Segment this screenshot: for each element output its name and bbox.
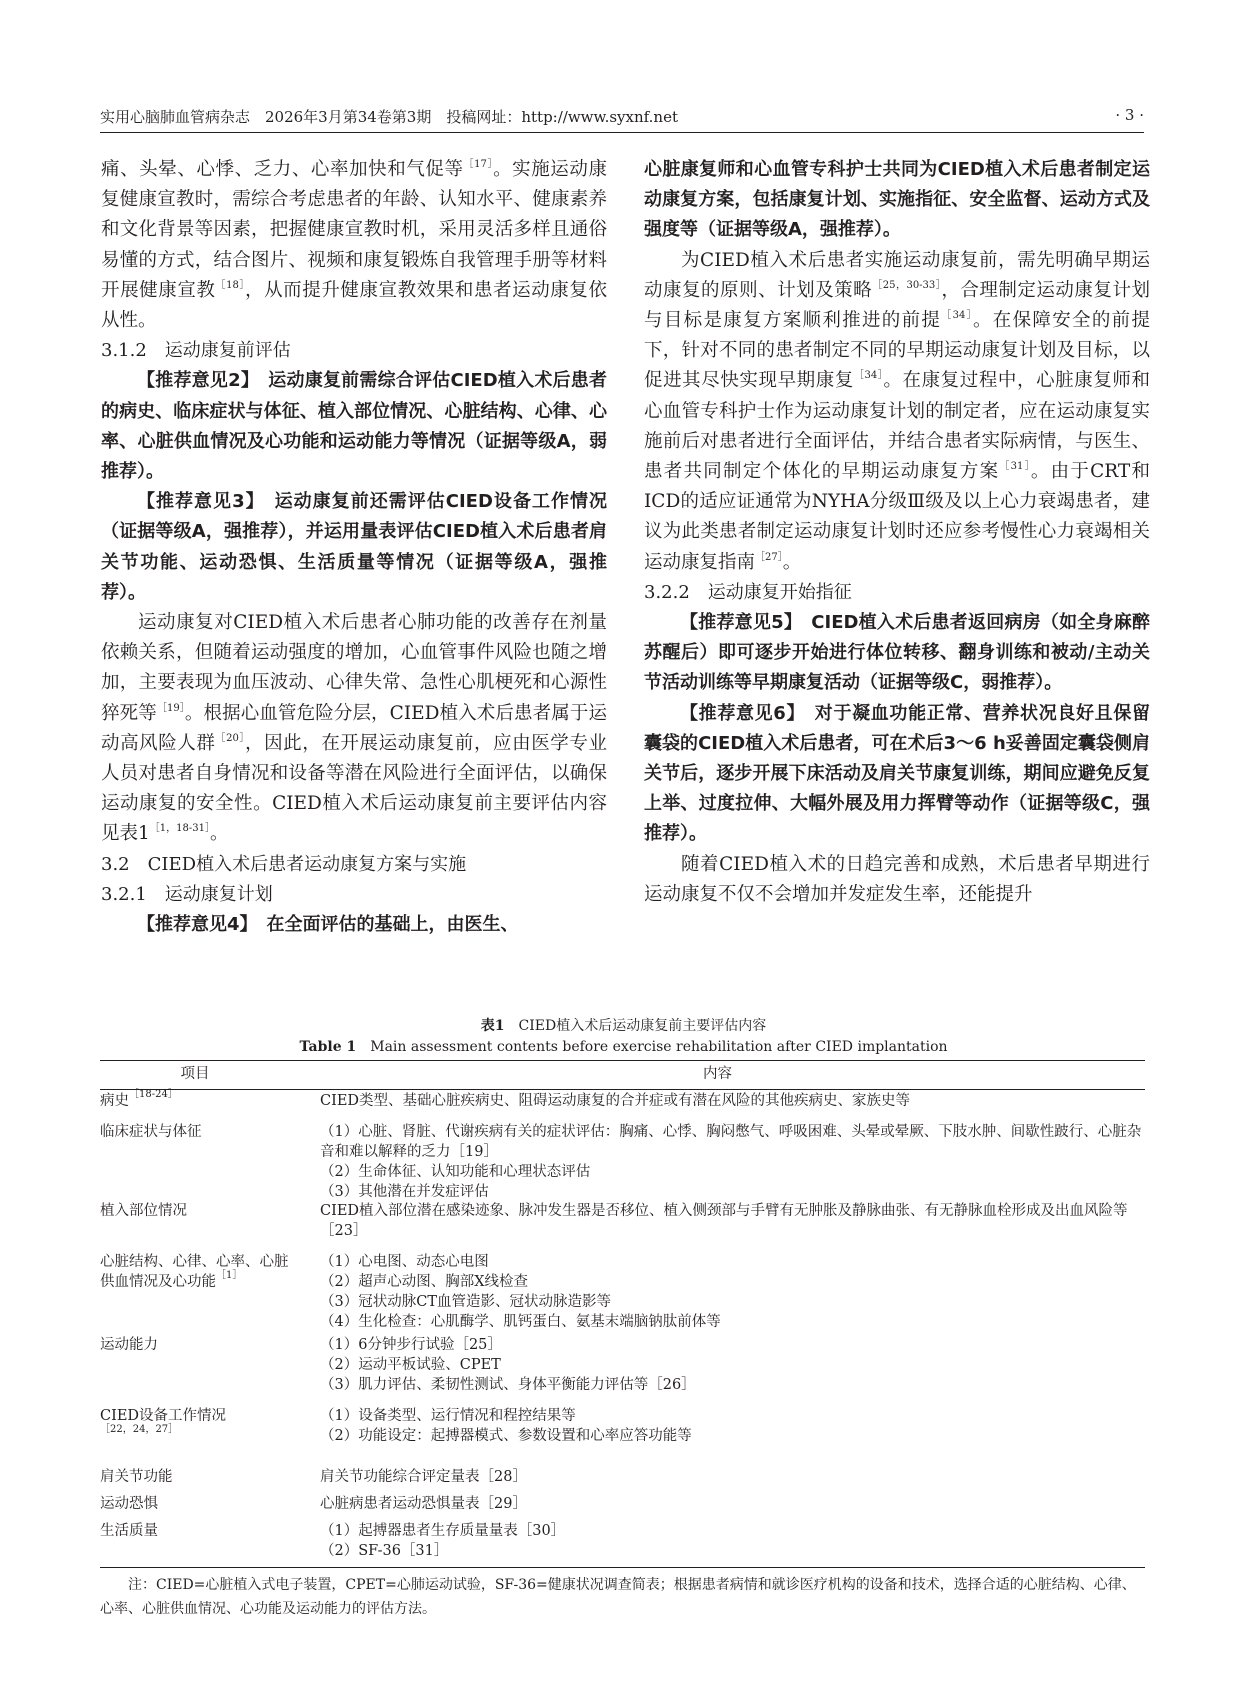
recommendation-2: 【推荐意见2】 运动康复前需综合评估CIED植入术后患者的病史、临床症状与体征、植入部位情况、心脏结构、心律、心率、心脏供血情况及心功能和运动能力等情况（证据等级A，弱推荐）。 xyxy=(101,370,607,483)
section-heading: 3.2 CIED植入术后患者运动康复方案与实施 xyxy=(101,853,467,875)
assessment-table xyxy=(100,1060,1145,1559)
table-note: 注：CIED=心脏植入式电子装置，CPET=心肺运动试验，SF-36=健康状况调查简表；根据患者病情和就诊医疗机构的设备和技术，选择合适的心脏结构、心律、心率、心脏供血情况、心功能及运动能力的评估方法。 xyxy=(100,1577,1136,1617)
table-header: 项目 内容 xyxy=(100,1061,1145,1090)
recommendation-4-cont: 心脏康复师和心血管专科护士共同为CIED植入术后患者制定运动康复方案，包括康复计划、实施指征、安全监督、运动方式及强度等（证据等级A，强推荐）。 xyxy=(644,159,1150,241)
table-row xyxy=(100,1090,1145,1121)
table-row xyxy=(100,1200,1145,1251)
section-heading: 3.2.1 运动康复计划 xyxy=(101,883,273,905)
journal-info: 实用心脑肺血管病杂志 2026年3月第34卷第3期 投稿网址：http://www.syxnf.net xyxy=(100,108,678,126)
recommendation-4: 【推荐意见4】 在全面评估的基础上，由医生、 xyxy=(137,914,519,936)
row-content: CIED类型、基础心脏疾病史、阻碍运动康复的合并症或有潜在风险的其他疾病史、家族史等 xyxy=(320,1093,911,1109)
row-content: （1）心电图、动态心电图 （2）超声心动图、胸部X线检查 （3）冠状动脉CT血管造影、冠状动脉造影等 （4）生化检查：心肌酶学、肌钙蛋白、氨基末端脑钠肽前体等 xyxy=(320,1254,721,1330)
row-content: 肩关节功能综合评定量表［28］ xyxy=(320,1469,527,1485)
row-item: 植入部位情况 xyxy=(100,1203,187,1219)
table-row xyxy=(100,1334,1145,1405)
row-item: CIED设备工作情况$^{[22,24,27]}$ xyxy=(100,1408,227,1435)
paragraph: 痛、头晕、心悸、乏力、心率加快和气促等$^{[17]}$。实施运动康复健康宣教时，需综合考虑患者的年龄、认知水平、健康素养和文化背景等因素，把握健康宣教时机，采用灵活多样且通俗易懂的方式，结合图片、视频和康复锻炼自我管理手册等材料开展健康宣教$^{[18]}$，从而提升健康宣教效果和患者运动康复依从性。 xyxy=(101,159,607,332)
running-header xyxy=(100,102,1144,133)
table-row xyxy=(100,1251,1145,1334)
row-item: 临床症状与体征 xyxy=(100,1124,202,1140)
table-body xyxy=(100,1090,1145,1559)
row-item: 运动能力 xyxy=(100,1337,158,1353)
row-content: 心脏病患者运动恐惧量表［29］ xyxy=(320,1496,527,1512)
table-row xyxy=(100,1493,1145,1520)
row-content: CIED植入部位潜在感染迹象、脉冲发生器是否移位、植入侧颈部与手臂有无肿胀及静脉曲张、有无静脉血栓形成及出血风险等［23］ xyxy=(320,1203,1128,1239)
recommendation-3: 【推荐意见3】 运动康复前还需评估CIED设备工作情况（证据等级A，强推荐），并运用量表评估CIED植入术后患者肩关节功能、运动恐惧、生活质量等情况（证据等级A，强推荐）。 xyxy=(101,491,607,603)
row-item: 病史$^{[18-24]}$ xyxy=(100,1089,178,1109)
row-content: （1）心脏、肾脏、代谢疾病有关的症状评估：胸痛、心悸、胸闷憋气、呼吸困难、头晕或晕厥、下肢水肿、间歇性跛行、心脏杂音和难以解释的乏力［19］ （2）生命体征、认知功能和心理状态评估 （3）其他潜在并发症评估 xyxy=(320,1124,1142,1200)
row-item: 心脏结构、心律、心率、心脏供血情况及心功能$^{[1]}$ xyxy=(100,1254,289,1290)
left-column xyxy=(101,155,607,940)
paragraph: 随着CIED植入术的日趋完善和成熟，术后患者早期进行运动康复不仅不会增加并发症发生率，还能提升 xyxy=(644,853,1150,905)
row-item: 肩关节功能 xyxy=(100,1469,173,1485)
row-item: 运动恐惧 xyxy=(100,1496,158,1512)
section-heading: 3.2.2 运动康复开始指征 xyxy=(644,581,852,603)
section-heading: 3.1.2 运动康复前评估 xyxy=(101,340,291,362)
table-caption-cn: 表1 CIED植入术后运动康复前主要评估内容 xyxy=(480,1018,767,1034)
recommendation-6: 【推荐意见6】 对于凝血功能正常、营养状况良好且保留囊袋的CIED植入术后患者，可在术后3～6 h妥善固定囊袋侧肩关节后，逐步开展下床活动及肩关节康复训练，期间应避免反复上举、过度拉伸、大幅外展及用力挥臂等动作（证据等级C，强推荐）。 xyxy=(644,702,1150,845)
right-column xyxy=(644,155,1150,910)
page-number: · 3 · xyxy=(1115,106,1144,124)
row-item: 生活质量 xyxy=(100,1523,158,1539)
table-row xyxy=(100,1520,1145,1559)
row-content: （1）起搏器患者生存质量量表［30］ （2）SF-36［31］ xyxy=(320,1523,566,1559)
recommendation-5: 【推荐意见5】 CIED植入术后患者返回病房（如全身麻醉苏醒后）即可逐步开始进行体位转移、翻身训练和被动/主动关节活动训练等早期康复活动（证据等级C，弱推荐）。 xyxy=(644,612,1150,694)
table-row xyxy=(100,1121,1145,1200)
paragraph: 运动康复对CIED植入术后患者心肺功能的改善存在剂量依赖关系，但随着运动强度的增加，心血管事件风险也随之增加，主要表现为血压波动、心律失常、急性心肌梗死和心源性猝死等$^{[19]}$。根据心血管危险分层，CIED植入术后患者属于运动高风险人群$^{[20]}$，因此，在开展运动康复前，应由医学专业人员对患者自身情况和设备等潜在风险进行全面评估，以确保运动康复的安全性。CIED植入术后运动康复前主要评估内容见表$1^{[1,18-31]}$。 xyxy=(101,612,607,845)
table-caption-en: Table 1 Main assessment contents before exercise rehabilitation after CIED implantation xyxy=(299,1039,948,1055)
table-row xyxy=(100,1405,1145,1466)
row-content: （1）6分钟步行试验［25］ （2）运动平板试验、CPET （3）肌力评估、柔韧性测试、身体平衡能力评估等［26］ xyxy=(320,1337,696,1393)
paragraph: 为CIED植入术后患者实施运动康复前，需先明确早期运动康复的原则、计划及策略$^{[25,30-33]}$，合理制定运动康复计划与目标是康复方案顺利推进的前提$^{[34]}$。在保障安全的前提下，针对不同的患者制定不同的早期运动康复计划及目标，以促进其尽快实现早期康复$^{[34]}$。在康复过程中，心脏康复师和心血管专科护士作为运动康复计划的制定者，应在运动康复实施前后对患者进行全面评估，并结合患者实际病情，与医生、患者共同制定个体化的早期运动康复方案$^{[31]}$。由于CRT和ICD的适应证通常为NYHA分级Ⅲ级及以上心力衰竭患者，建议为此类患者制定运动康复计划时还应参考慢性心力衰竭相关运动康复指南$^{[27]}$。 xyxy=(644,249,1150,573)
table-row xyxy=(100,1466,1145,1493)
row-content: （1）设备类型、运行情况和程控结果等 （2）功能设定：起搏器模式、参数设置和心率应答功能等 xyxy=(320,1408,692,1444)
